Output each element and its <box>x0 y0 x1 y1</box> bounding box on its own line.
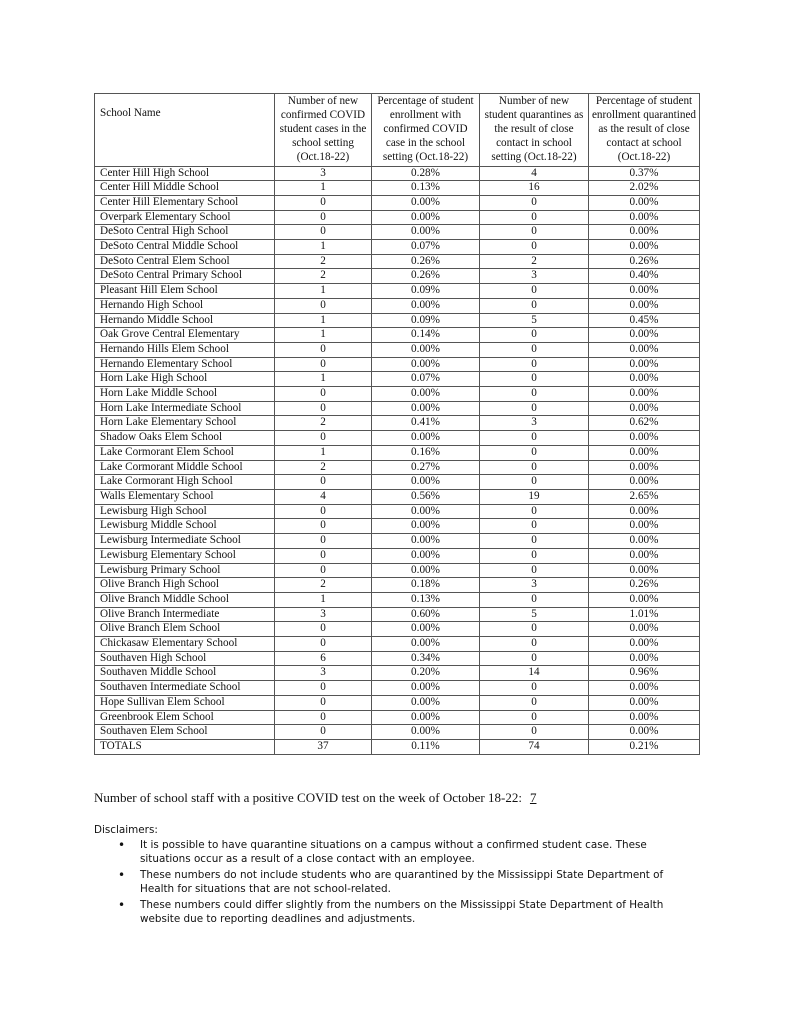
cell-case-percentage: 0.56% <box>372 490 480 505</box>
cell-school-name: Lewisburg High School <box>95 504 275 519</box>
cell-quarantine-percentage: 0.21% <box>589 739 700 754</box>
cell-new-quarantines: 3 <box>480 269 589 284</box>
disclaimer-item: • These numbers do not include students who are quarantined by the Mississippi State Department of Health for situations that are not school-related. <box>140 868 700 896</box>
cell-quarantine-percentage: 0.00% <box>589 225 700 240</box>
cell-quarantine-percentage: 0.00% <box>589 431 700 446</box>
table-row <box>95 431 700 446</box>
cell-school-name: Horn Lake Middle School <box>95 387 275 402</box>
cell-case-percentage: 0.41% <box>372 416 480 431</box>
cell-case-percentage: 0.00% <box>372 695 480 710</box>
cell-quarantine-percentage: 0.00% <box>589 357 700 372</box>
cell-quarantine-percentage: 0.00% <box>589 725 700 740</box>
cell-quarantine-percentage: 2.02% <box>589 181 700 196</box>
cell-case-percentage: 0.20% <box>372 666 480 681</box>
cell-quarantine-percentage: 0.40% <box>589 269 700 284</box>
cell-new-quarantines: 0 <box>480 195 589 210</box>
disclaimers-title: Disclaimers: <box>94 824 158 836</box>
table-row <box>95 225 700 240</box>
cell-new-quarantines: 0 <box>480 445 589 460</box>
cell-new-cases: 0 <box>275 357 372 372</box>
cell-school-name: Greenbrook Elem School <box>95 710 275 725</box>
cell-new-cases: 1 <box>275 592 372 607</box>
cell-case-percentage: 0.00% <box>372 195 480 210</box>
cell-quarantine-percentage: 0.00% <box>589 695 700 710</box>
cell-new-quarantines: 0 <box>480 622 589 637</box>
cell-new-quarantines: 0 <box>480 725 589 740</box>
cell-school-name: Horn Lake Elementary School <box>95 416 275 431</box>
cell-school-name: Oak Grove Central Elementary <box>95 328 275 343</box>
cell-new-cases: 3 <box>275 666 372 681</box>
table-row <box>95 401 700 416</box>
table-row <box>95 504 700 519</box>
cell-new-cases: 0 <box>275 431 372 446</box>
table-row <box>95 710 700 725</box>
cell-new-cases: 0 <box>275 548 372 563</box>
cell-new-quarantines: 0 <box>480 695 589 710</box>
cell-school-name: Lewisburg Intermediate School <box>95 534 275 549</box>
cell-school-name: DeSoto Central Middle School <box>95 240 275 255</box>
table-row <box>95 357 700 372</box>
cell-case-percentage: 0.16% <box>372 445 480 460</box>
cell-school-name: Shadow Oaks Elem School <box>95 431 275 446</box>
cell-case-percentage: 0.00% <box>372 548 480 563</box>
cell-school-name: Olive Branch High School <box>95 578 275 593</box>
header-school-name: School Name <box>95 94 275 167</box>
cell-new-quarantines: 4 <box>480 166 589 181</box>
cell-quarantine-percentage: 0.00% <box>589 401 700 416</box>
cell-quarantine-percentage: 0.00% <box>589 387 700 402</box>
cell-quarantine-percentage: 0.00% <box>589 548 700 563</box>
cell-quarantine-percentage: 0.00% <box>589 210 700 225</box>
cell-new-quarantines: 2 <box>480 254 589 269</box>
cell-quarantine-percentage: 0.00% <box>589 284 700 299</box>
cell-quarantine-percentage: 0.00% <box>589 298 700 313</box>
cell-case-percentage: 0.00% <box>372 401 480 416</box>
cell-case-percentage: 0.00% <box>372 431 480 446</box>
table-row <box>95 269 700 284</box>
cell-new-quarantines: 14 <box>480 666 589 681</box>
cell-school-name: Overpark Elementary School <box>95 210 275 225</box>
cell-case-percentage: 0.00% <box>372 298 480 313</box>
cell-new-quarantines: 0 <box>480 592 589 607</box>
cell-new-quarantines: 0 <box>480 475 589 490</box>
cell-school-name: Olive Branch Elem School <box>95 622 275 637</box>
cell-quarantine-percentage: 0.00% <box>589 445 700 460</box>
cell-quarantine-percentage: 0.00% <box>589 342 700 357</box>
cell-school-name: Center Hill High School <box>95 166 275 181</box>
cell-new-quarantines: 0 <box>480 460 589 475</box>
table-row <box>95 490 700 505</box>
cell-new-cases: 1 <box>275 284 372 299</box>
cell-case-percentage: 0.09% <box>372 313 480 328</box>
cell-new-quarantines: 0 <box>480 637 589 652</box>
cell-new-cases: 0 <box>275 504 372 519</box>
cell-school-name: Lake Cormorant Middle School <box>95 460 275 475</box>
cell-quarantine-percentage: 0.00% <box>589 592 700 607</box>
cell-case-percentage: 0.11% <box>372 739 480 754</box>
table-row <box>95 387 700 402</box>
header-new-quarantines: Number of new student quarantines as the result of close contact in school setting (Oct.18-22) <box>480 94 589 167</box>
staff-positive-count: 7 <box>529 790 537 805</box>
cell-school-name: Chickasaw Elementary School <box>95 637 275 652</box>
totals-row <box>95 739 700 754</box>
cell-new-quarantines: 0 <box>480 519 589 534</box>
cell-case-percentage: 0.00% <box>372 387 480 402</box>
cell-case-percentage: 0.60% <box>372 607 480 622</box>
cell-new-cases: 0 <box>275 210 372 225</box>
cell-case-percentage: 0.34% <box>372 651 480 666</box>
cell-case-percentage: 0.13% <box>372 592 480 607</box>
cell-new-quarantines: 0 <box>480 342 589 357</box>
covid-report-table <box>94 93 700 755</box>
cell-school-name: Southaven Intermediate School <box>95 681 275 696</box>
cell-case-percentage: 0.00% <box>372 210 480 225</box>
cell-new-quarantines: 0 <box>480 225 589 240</box>
cell-new-quarantines: 0 <box>480 651 589 666</box>
cell-case-percentage: 0.00% <box>372 357 480 372</box>
cell-new-cases: 0 <box>275 401 372 416</box>
cell-new-cases: 0 <box>275 622 372 637</box>
cell-new-cases: 1 <box>275 372 372 387</box>
table-row <box>95 519 700 534</box>
cell-case-percentage: 0.00% <box>372 504 480 519</box>
cell-new-quarantines: 16 <box>480 181 589 196</box>
cell-quarantine-percentage: 0.45% <box>589 313 700 328</box>
table-row <box>95 607 700 622</box>
cell-school-name: TOTALS <box>95 739 275 754</box>
cell-new-quarantines: 0 <box>480 548 589 563</box>
cell-new-cases: 0 <box>275 534 372 549</box>
header-quarantine-percentage: Percentage of student enrollment quarantined as the result of close contact at school (Oct.18-22) <box>589 94 700 167</box>
cell-quarantine-percentage: 0.96% <box>589 666 700 681</box>
cell-new-cases: 0 <box>275 695 372 710</box>
cell-new-quarantines: 5 <box>480 313 589 328</box>
cell-school-name: DeSoto Central High School <box>95 225 275 240</box>
cell-case-percentage: 0.26% <box>372 254 480 269</box>
table-row <box>95 637 700 652</box>
cell-new-cases: 1 <box>275 240 372 255</box>
cell-quarantine-percentage: 2.65% <box>589 490 700 505</box>
cell-new-quarantines: 3 <box>480 578 589 593</box>
cell-case-percentage: 0.14% <box>372 328 480 343</box>
cell-quarantine-percentage: 0.00% <box>589 681 700 696</box>
table-row <box>95 254 700 269</box>
cell-school-name: Center Hill Elementary School <box>95 195 275 210</box>
cell-new-quarantines: 0 <box>480 534 589 549</box>
table-row <box>95 284 700 299</box>
table-row <box>95 181 700 196</box>
disclaimer-item: • It is possible to have quarantine situations on a campus without a confirmed student case. These situations occur as a result of a close contact with an employee. <box>140 838 700 866</box>
cell-school-name: Hope Sullivan Elem School <box>95 695 275 710</box>
cell-new-quarantines: 74 <box>480 739 589 754</box>
cell-case-percentage: 0.00% <box>372 681 480 696</box>
table-row <box>95 651 700 666</box>
cell-case-percentage: 0.00% <box>372 622 480 637</box>
cell-quarantine-percentage: 0.00% <box>589 328 700 343</box>
cell-quarantine-percentage: 0.26% <box>589 254 700 269</box>
cell-case-percentage: 0.07% <box>372 240 480 255</box>
cell-new-cases: 0 <box>275 725 372 740</box>
table-row <box>95 563 700 578</box>
table-body <box>95 166 700 754</box>
table-row <box>95 313 700 328</box>
cell-quarantine-percentage: 0.00% <box>589 372 700 387</box>
cell-new-quarantines: 5 <box>480 607 589 622</box>
cell-new-cases: 1 <box>275 445 372 460</box>
cell-quarantine-percentage: 0.00% <box>589 710 700 725</box>
cell-new-quarantines: 0 <box>480 210 589 225</box>
cell-new-quarantines: 0 <box>480 240 589 255</box>
cell-new-quarantines: 0 <box>480 431 589 446</box>
cell-case-percentage: 0.00% <box>372 534 480 549</box>
cell-new-cases: 6 <box>275 651 372 666</box>
cell-quarantine-percentage: 0.00% <box>589 563 700 578</box>
staff-positive-line <box>94 790 536 806</box>
staff-positive-label: Number of school staff with a positive COVID test on the week of October 18-22: <box>94 790 522 805</box>
disclaimer-item: • These numbers could differ slightly from the numbers on the Mississippi State Department of Health website due to reporting deadlines and adjustments. <box>140 898 700 926</box>
cell-case-percentage: 0.00% <box>372 342 480 357</box>
cell-quarantine-percentage: 0.26% <box>589 578 700 593</box>
cell-case-percentage: 0.09% <box>372 284 480 299</box>
table-row <box>95 592 700 607</box>
cell-quarantine-percentage: 1.01% <box>589 607 700 622</box>
cell-new-quarantines: 0 <box>480 563 589 578</box>
table-row <box>95 342 700 357</box>
cell-new-cases: 0 <box>275 519 372 534</box>
cell-school-name: Olive Branch Intermediate <box>95 607 275 622</box>
cell-school-name: Southaven Elem School <box>95 725 275 740</box>
cell-school-name: Hernando High School <box>95 298 275 313</box>
table-row <box>95 210 700 225</box>
cell-new-cases: 0 <box>275 298 372 313</box>
table-row <box>95 460 700 475</box>
cell-quarantine-percentage: 0.00% <box>589 460 700 475</box>
table-header-row <box>95 94 700 167</box>
table-row <box>95 166 700 181</box>
cell-quarantine-percentage: 0.00% <box>589 651 700 666</box>
cell-school-name: Pleasant Hill Elem School <box>95 284 275 299</box>
table-row <box>95 681 700 696</box>
cell-new-cases: 0 <box>275 342 372 357</box>
header-case-percentage: Percentage of student enrollment with confirmed COVID case in the school setting (Oct.18-22) <box>372 94 480 167</box>
cell-quarantine-percentage: 0.00% <box>589 637 700 652</box>
cell-new-cases: 1 <box>275 313 372 328</box>
cell-case-percentage: 0.27% <box>372 460 480 475</box>
cell-new-cases: 0 <box>275 710 372 725</box>
cell-quarantine-percentage: 0.62% <box>589 416 700 431</box>
cell-school-name: Hernando Elementary School <box>95 357 275 372</box>
cell-quarantine-percentage: 0.00% <box>589 195 700 210</box>
cell-school-name: Hernando Hills Elem School <box>95 342 275 357</box>
cell-new-cases: 2 <box>275 460 372 475</box>
table-row <box>95 666 700 681</box>
cell-school-name: Lewisburg Middle School <box>95 519 275 534</box>
cell-school-name: Lake Cormorant Elem School <box>95 445 275 460</box>
cell-case-percentage: 0.00% <box>372 710 480 725</box>
cell-new-quarantines: 0 <box>480 357 589 372</box>
cell-school-name: DeSoto Central Primary School <box>95 269 275 284</box>
table-row <box>95 622 700 637</box>
cell-new-cases: 0 <box>275 387 372 402</box>
cell-school-name: Southaven High School <box>95 651 275 666</box>
cell-new-quarantines: 0 <box>480 387 589 402</box>
table-row <box>95 372 700 387</box>
cell-new-cases: 3 <box>275 607 372 622</box>
table-row <box>95 475 700 490</box>
cell-case-percentage: 0.13% <box>372 181 480 196</box>
table-row <box>95 548 700 563</box>
header-new-cases: Number of new confirmed COVID student cases in the school setting (Oct.18-22) <box>275 94 372 167</box>
cell-case-percentage: 0.00% <box>372 725 480 740</box>
cell-new-cases: 3 <box>275 166 372 181</box>
cell-new-quarantines: 0 <box>480 401 589 416</box>
cell-new-cases: 0 <box>275 195 372 210</box>
cell-new-cases: 37 <box>275 739 372 754</box>
cell-school-name: Lewisburg Primary School <box>95 563 275 578</box>
cell-school-name: Lewisburg Elementary School <box>95 548 275 563</box>
table-row <box>95 534 700 549</box>
table-row <box>95 695 700 710</box>
cell-quarantine-percentage: 0.00% <box>589 240 700 255</box>
cell-school-name: Walls Elementary School <box>95 490 275 505</box>
cell-school-name: Lake Cormorant High School <box>95 475 275 490</box>
cell-school-name: Southaven Middle School <box>95 666 275 681</box>
cell-new-cases: 2 <box>275 416 372 431</box>
table-row <box>95 445 700 460</box>
cell-new-cases: 1 <box>275 181 372 196</box>
cell-new-cases: 0 <box>275 475 372 490</box>
table-row <box>95 240 700 255</box>
cell-quarantine-percentage: 0.00% <box>589 622 700 637</box>
cell-new-cases: 4 <box>275 490 372 505</box>
cell-quarantine-percentage: 0.00% <box>589 534 700 549</box>
cell-new-quarantines: 0 <box>480 284 589 299</box>
cell-new-cases: 0 <box>275 637 372 652</box>
cell-new-quarantines: 3 <box>480 416 589 431</box>
cell-new-cases: 0 <box>275 225 372 240</box>
table-row <box>95 578 700 593</box>
disclaimers-list <box>140 838 700 928</box>
cell-new-cases: 1 <box>275 328 372 343</box>
cell-quarantine-percentage: 0.00% <box>589 504 700 519</box>
cell-new-quarantines: 0 <box>480 328 589 343</box>
cell-school-name: Hernando Middle School <box>95 313 275 328</box>
cell-case-percentage: 0.00% <box>372 563 480 578</box>
cell-quarantine-percentage: 0.00% <box>589 519 700 534</box>
table-row <box>95 725 700 740</box>
cell-case-percentage: 0.00% <box>372 519 480 534</box>
cell-new-quarantines: 0 <box>480 681 589 696</box>
table-row <box>95 328 700 343</box>
cell-quarantine-percentage: 0.00% <box>589 475 700 490</box>
table-row <box>95 298 700 313</box>
cell-new-cases: 2 <box>275 269 372 284</box>
cell-case-percentage: 0.18% <box>372 578 480 593</box>
cell-new-quarantines: 0 <box>480 298 589 313</box>
cell-quarantine-percentage: 0.37% <box>589 166 700 181</box>
cell-new-cases: 0 <box>275 681 372 696</box>
cell-case-percentage: 0.00% <box>372 637 480 652</box>
cell-school-name: Horn Lake High School <box>95 372 275 387</box>
cell-new-quarantines: 0 <box>480 504 589 519</box>
cell-school-name: Horn Lake Intermediate School <box>95 401 275 416</box>
cell-school-name: DeSoto Central Elem School <box>95 254 275 269</box>
cell-case-percentage: 0.28% <box>372 166 480 181</box>
cell-case-percentage: 0.00% <box>372 475 480 490</box>
table-row <box>95 416 700 431</box>
cell-new-quarantines: 19 <box>480 490 589 505</box>
cell-school-name: Olive Branch Middle School <box>95 592 275 607</box>
cell-new-cases: 0 <box>275 563 372 578</box>
cell-new-quarantines: 0 <box>480 372 589 387</box>
cell-new-cases: 2 <box>275 578 372 593</box>
cell-new-cases: 2 <box>275 254 372 269</box>
table-row <box>95 195 700 210</box>
cell-new-quarantines: 0 <box>480 710 589 725</box>
cell-case-percentage: 0.00% <box>372 225 480 240</box>
cell-case-percentage: 0.26% <box>372 269 480 284</box>
cell-school-name: Center Hill Middle School <box>95 181 275 196</box>
cell-case-percentage: 0.07% <box>372 372 480 387</box>
